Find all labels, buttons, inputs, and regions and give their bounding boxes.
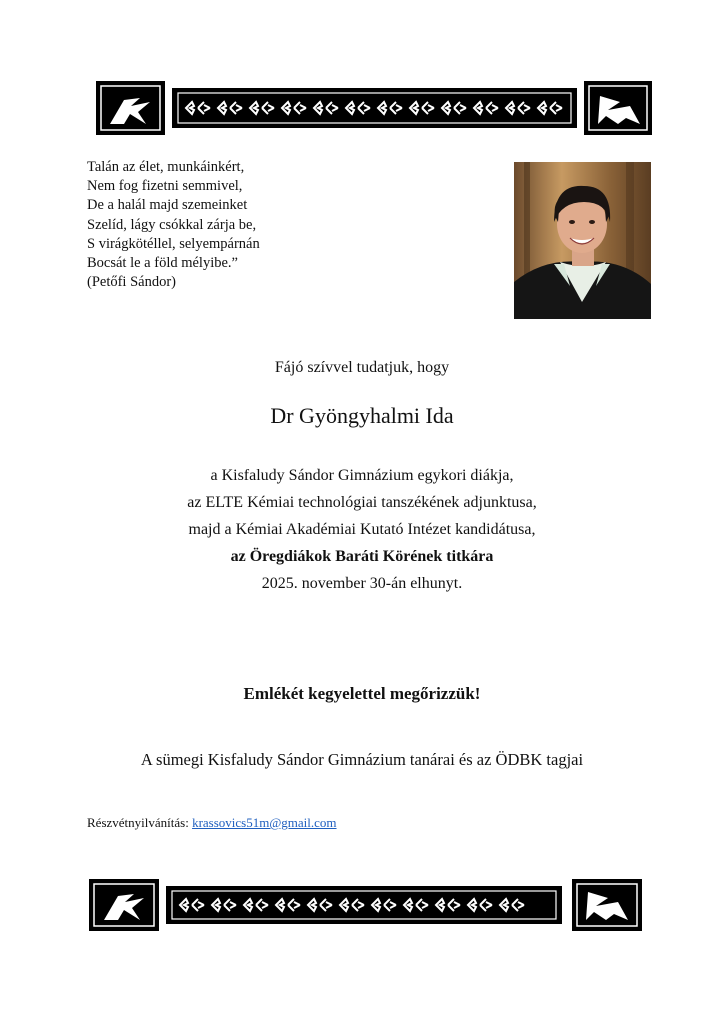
biography (0, 462, 724, 597)
bio-line: a Kisfaludy Sándor Gimnázium egykori diákja, (210, 467, 514, 484)
portrait-photo (514, 162, 651, 319)
poem-line: Szelíd, lágy csókkal zárja be, (87, 216, 257, 233)
poem-line: Talán az élet, munkáinkért, (87, 159, 245, 175)
bio-line: majd a Kémiai Akadémiai Kutató Intézet kandidátusa, (188, 521, 536, 538)
announcement-intro: Fájó szívvel tudatjuk, hogy (274, 359, 450, 376)
signature: A sümegi Kisfaludy Sándor Gimnázium tanárai és az ÖDBK tagjai (140, 750, 584, 769)
condolence-email-link[interactable]: krassovics51m@gmail.com (192, 815, 337, 830)
bottom-border (0, 878, 724, 932)
death-date: 2025. november 30-án elhunyt. (261, 575, 463, 592)
poem-author: (Petőfi Sándor) (87, 274, 176, 291)
poem-line: De a halál majd szemeinket (87, 197, 248, 214)
bio-line-highlight: az Öregdiákok Baráti Körének titkára (230, 548, 494, 565)
bio-line: az ELTE Kémiai technológiai tanszékének adjunktusa, (187, 494, 537, 511)
top-border (0, 80, 724, 136)
poem-line: Nem fog fizetni semmivel, (87, 178, 243, 195)
poem-line: S virágkötéllel, selyempárnán (87, 235, 260, 252)
condolence-label: Részvétnyilvánítás: (87, 815, 189, 830)
tribute: Emlékét kegyelettel megőrizzük! (243, 684, 481, 703)
poem (87, 158, 260, 292)
deceased-name: Dr Gyöngyhalmi Ida (270, 403, 454, 428)
poem-line: Bocsát le a föld mélyibe.” (87, 255, 238, 272)
condolence-line (87, 815, 337, 831)
